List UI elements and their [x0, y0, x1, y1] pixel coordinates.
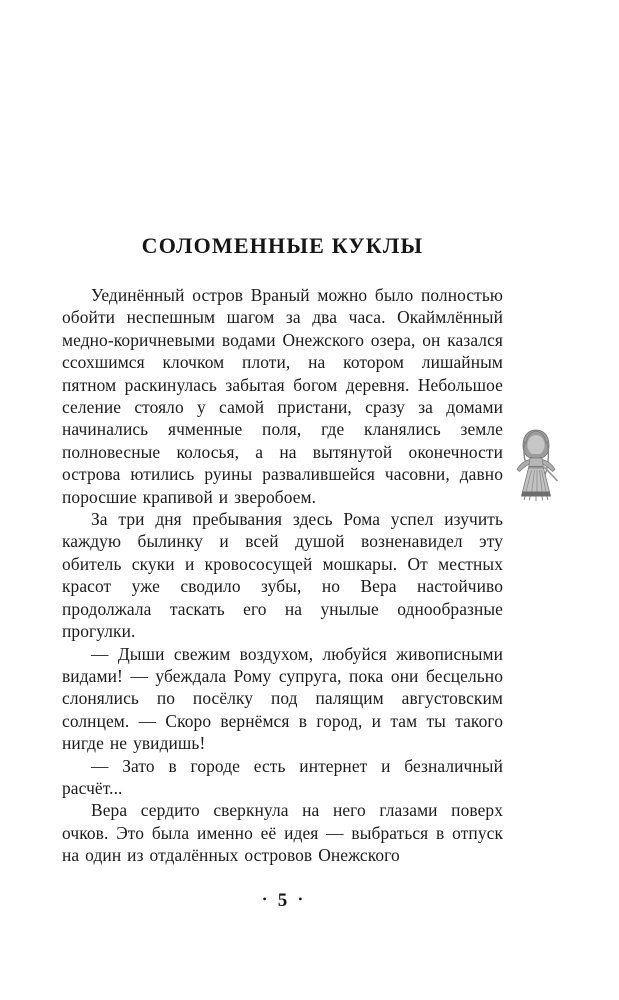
footer-left-dot: •: [262, 892, 267, 906]
paragraph: Уединённый остров Враный можно было полностью обойти неспешным шагом за два часа. Окаймлённый медно-коричневыми водами Онежского озера, он казался ссохшимся клочком плоти, на котором лишайным пятном раскинулась забытая богом деревня. Небольшое селение стояло у самой пристани, сразу за домами начинались ячменные поля, где кланялись земле полновесные колосья, а на вытянутой оконечности острова ютились руины развалившейся часовни, давно поросшие крапивой и зверобоем.: [62, 285, 503, 507]
paragraph: — Дыши свежим воздухом, любуйся живописными видами! — убеждала Рому супруга, пока они бесцельно слонялись по посёлку под палящим августовским солнцем. — Скоро вернёмся в город, и там ты такого нигде не увидишь!: [62, 643, 503, 754]
chapter-title: СОЛОМЕННЫЕ КУКЛЫ: [141, 233, 424, 258]
paragraph: — Зато в городе есть интернет и безналичный расчёт...: [62, 755, 503, 798]
paragraph: За три дня пребывания здесь Рома успел изучить каждую былинку и всей душой возненавидел эту обитель скуки и кровососущей мошкары. От местных красот уже сводило зубы, но Вера настойчиво продолжала таскать его на унылые однообразные прогулки.: [62, 509, 503, 642]
body-text: [62, 284, 503, 867]
page-footer: [62, 890, 503, 912]
footer-right-dot: •: [298, 892, 303, 906]
paragraph: Вера сердито сверкнула на него глазами поверх очков. Это была именно её идея — выбраться в отпуск на один из отдалённых островов Онежского: [62, 800, 503, 866]
page-number: 5: [277, 890, 288, 911]
straw-doll-icon: [513, 428, 559, 506]
